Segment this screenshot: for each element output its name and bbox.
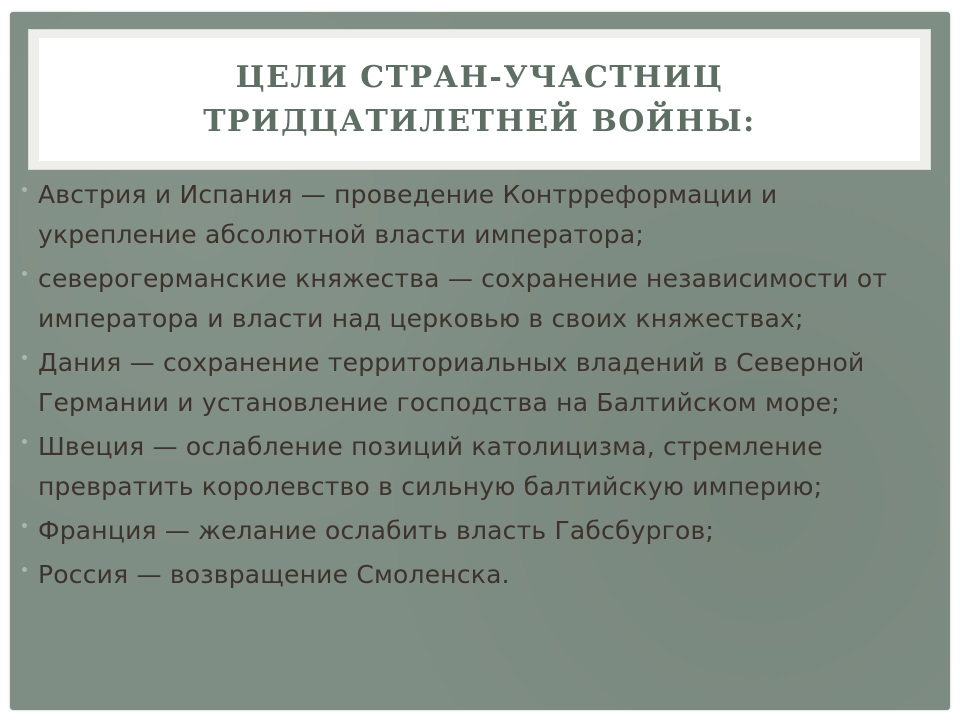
bullet-dot-icon [22,439,27,444]
bullet-item [18,555,943,595]
title-panel [39,38,920,161]
bullet-list [18,175,943,599]
bullet-dot-icon [22,271,27,276]
title-box [28,29,931,170]
slide-title [203,56,756,144]
slide [10,12,950,710]
bullet-item [18,343,943,423]
bullet-item [18,259,943,339]
bullet-text: Швеция — ослабление позиций католицизма, стремление превратить королевство в сильную балтийскую империю; [38,432,823,501]
bullet-text: Дания — сохранение территориальных владений в Северной Германии и установление господства на Балтийском море; [38,348,865,417]
bullet-item [18,511,943,551]
bullet-text: северогерманские княжества — сохранение независимости от императора и власти над церковью в своих княжествах; [38,264,888,333]
bullet-text: Россия — возвращение Смоленска. [38,560,510,589]
bullet-dot-icon [22,355,27,360]
slide-title-line-2: ТРИДЦАТИЛЕТНЕЙ ВОЙНЫ: [203,103,756,139]
bullet-item [18,175,943,255]
bullet-text: Франция — желание ослабить власть Габсбургов; [38,516,715,545]
bullet-text: Австрия и Испания — проведение Контрреформации и укрепление абсолютной власти императора; [38,180,778,249]
bullet-dot-icon [22,187,27,192]
bullet-dot-icon [22,567,27,572]
bullet-dot-icon [22,523,27,528]
bullet-item [18,427,943,507]
slide-title-line-1: ЦЕЛИ СТРАН-УЧАСТНИЦ [235,59,724,95]
